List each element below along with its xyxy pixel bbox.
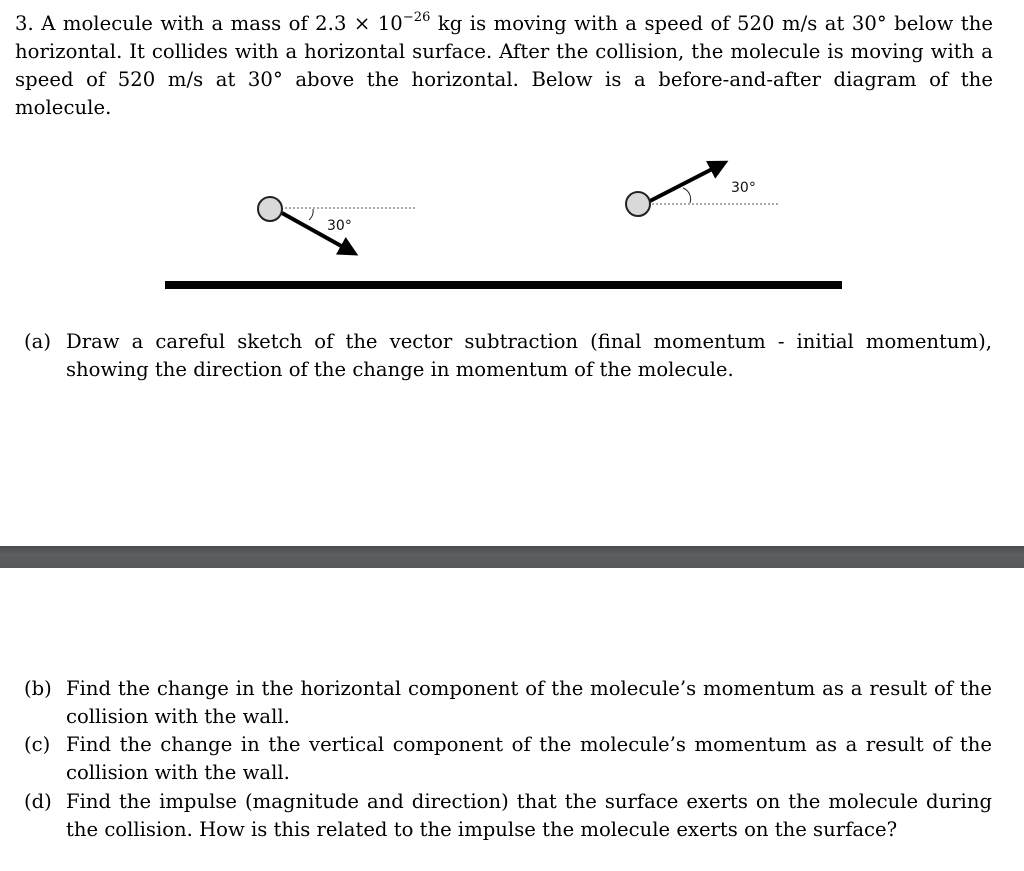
question-a-label: (a) xyxy=(24,330,51,353)
question-d-text: Find the impulse (magnitude and direction) that the surface exerts on the molecule during the collision. How is this related to the impulse the molecule exerts on the surface? xyxy=(66,790,992,841)
before-collision-figure xyxy=(258,197,416,252)
question-d xyxy=(24,788,992,844)
problem-number: 3. xyxy=(15,12,34,35)
after-angle-arc xyxy=(683,188,691,203)
question-b-label: (b) xyxy=(24,677,52,700)
page-lower xyxy=(0,568,1024,871)
page-separator-bar xyxy=(0,546,1024,568)
question-b xyxy=(24,675,992,731)
horizontal-surface xyxy=(165,281,842,289)
mass-exponent: −26 xyxy=(402,10,431,26)
after-molecule xyxy=(626,192,650,216)
after-angle-label: 30° xyxy=(731,180,756,196)
problem-text-end: kg is moving with a speed of 520 m/s at 30° below the horizontal. It collides with a horizontal surface. After the collision, the molecule is moving with a speed of 520 m/s at 30° above the horizontal. Below is a before-and-after diagram of the molecule. xyxy=(15,12,994,119)
before-angle-arc xyxy=(309,209,313,220)
question-d-label: (d) xyxy=(24,790,52,813)
after-velocity-arrow xyxy=(648,164,722,202)
question-c xyxy=(24,731,992,787)
problem-statement xyxy=(15,10,993,122)
question-a-text: Draw a careful sketch of the vector subtraction (final momentum - initial momentum), showing the direction of the change in momentum of the molecule. xyxy=(66,330,992,381)
problem-text-start: A molecule with a mass of 2.3 × 10 xyxy=(41,12,403,35)
question-a xyxy=(24,328,992,384)
before-angle-label: 30° xyxy=(327,218,352,234)
collision-diagram xyxy=(0,140,1024,300)
after-collision-figure xyxy=(626,164,780,216)
question-b-text: Find the change in the horizontal component of the molecule’s momentum as a result of the collision with the wall. xyxy=(66,677,992,728)
question-c-label: (c) xyxy=(24,733,51,756)
before-molecule xyxy=(258,197,282,221)
question-c-text: Find the change in the vertical component of the molecule’s momentum as a result of the collision with the wall. xyxy=(66,733,992,784)
